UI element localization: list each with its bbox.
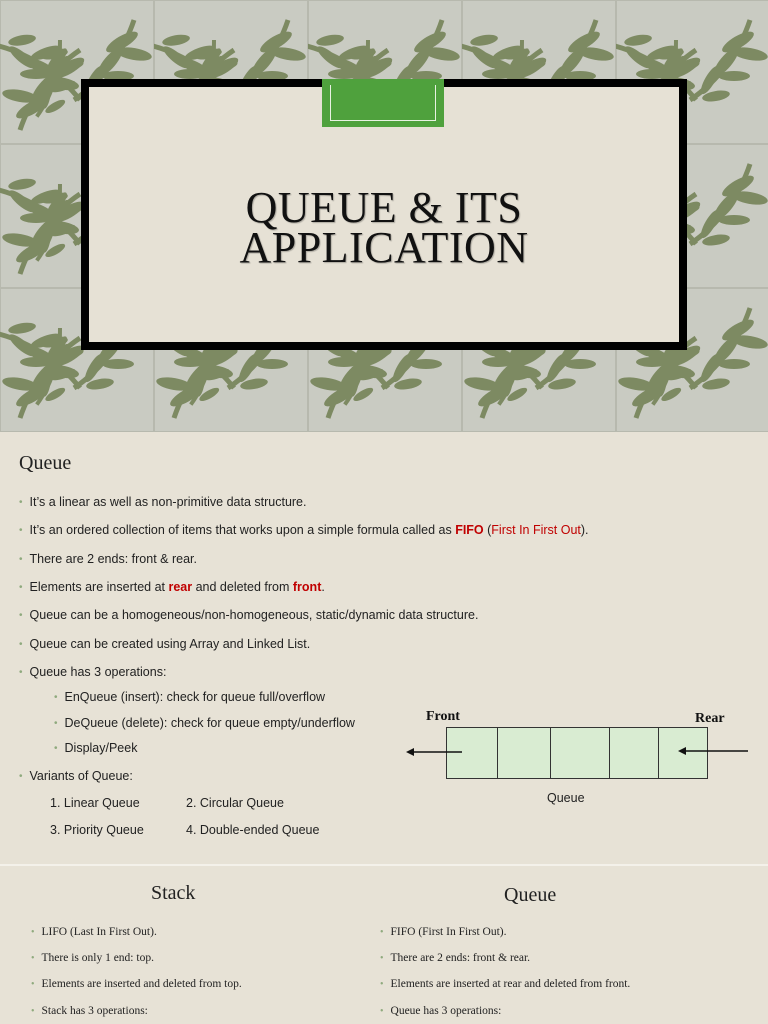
highlight-front: front xyxy=(292,580,322,594)
queue-item: • Elements are inserted at rear and deleted from front. xyxy=(380,978,631,990)
sub-bullet-item: • Display/Peek xyxy=(54,741,138,755)
bullet-icon: • xyxy=(19,554,23,565)
bullet-item: • Queue can be created using Array and Linked List. xyxy=(19,637,311,651)
bullet-item: • It’s a linear as well as non-primitive data structure. xyxy=(19,495,307,509)
front-label: Front xyxy=(426,709,460,724)
queue-item: • There are 2 ends: front & rear. xyxy=(380,952,531,964)
bullet-item: • Queue has 3 operations: xyxy=(19,665,167,679)
bullet-item: • It’s an ordered collection of items that works upon a simple formula called as FIFO (First In First Out). xyxy=(19,523,589,537)
bullet-icon: • xyxy=(19,667,23,678)
sub-bullet-item: • DeQueue (delete): check for queue empty/underflow xyxy=(54,716,355,730)
dequeue-arrow-icon xyxy=(406,748,462,756)
variant-priority: 3. Priority Queue xyxy=(50,823,144,837)
stack-item: • There is only 1 end: top. xyxy=(31,952,154,964)
variant-linear: 1. Linear Queue xyxy=(50,796,140,810)
bullet-icon: • xyxy=(54,743,58,754)
bullet-icon: • xyxy=(19,525,23,536)
stack-item: • Stack has 3 operations: xyxy=(31,1005,148,1017)
bullet-icon: • xyxy=(54,718,58,729)
stack-column-title: Stack xyxy=(151,882,196,904)
diagram-arrows xyxy=(400,742,768,762)
bullet-icon: • xyxy=(380,1006,384,1017)
slide-title-line1: QUEUE & ITS xyxy=(245,183,523,232)
variant-deque: 4. Double-ended Queue xyxy=(186,823,320,837)
sub-bullet-item: • EnQueue (insert): check for queue full/overflow xyxy=(54,690,326,704)
bullet-icon: • xyxy=(380,927,384,938)
queue-item: • FIFO (First In First Out). xyxy=(380,926,507,938)
slide-heading: Queue xyxy=(19,452,72,474)
bullet-item: • Queue can be a homogeneous/non-homogeneous, static/dynamic data structure. xyxy=(19,608,479,622)
rear-label: Rear xyxy=(695,711,725,726)
bullet-icon: • xyxy=(31,927,35,938)
title-slide xyxy=(0,0,768,432)
bullet-icon: • xyxy=(19,582,23,593)
green-accent-tab xyxy=(322,79,444,127)
highlight-fifo-expansion: First In First Out xyxy=(491,523,581,537)
slide-title-line2: APPLICATION xyxy=(239,223,529,272)
bullet-item: • Elements are inserted at rear and deleted from front. xyxy=(19,580,325,594)
queue-slide xyxy=(0,432,768,864)
highlight-rear: rear xyxy=(168,580,193,594)
bullet-icon: • xyxy=(380,979,384,990)
bullet-icon: • xyxy=(19,497,23,508)
variant-circular: 2. Circular Queue xyxy=(186,796,284,810)
bullet-icon: • xyxy=(31,953,35,964)
bullet-icon: • xyxy=(380,953,384,964)
queue-item: • Queue has 3 operations: xyxy=(380,1005,502,1017)
bullet-item: • There are 2 ends: front & rear. xyxy=(19,552,197,566)
enqueue-arrow-icon xyxy=(678,747,748,755)
stack-item: • LIFO (Last In First Out). xyxy=(31,926,157,938)
queue-column-title: Queue xyxy=(504,884,557,906)
bullet-icon: • xyxy=(31,979,35,990)
bullet-icon: • xyxy=(19,639,23,650)
bullet-icon: • xyxy=(54,692,58,703)
bullet-item: • Variants of Queue: xyxy=(19,769,133,783)
queue-caption: Queue xyxy=(547,791,585,805)
bullet-icon: • xyxy=(31,1006,35,1017)
bullet-icon: • xyxy=(19,771,23,782)
stack-vs-queue-slide xyxy=(0,866,768,1024)
bullet-icon: • xyxy=(19,610,23,621)
highlight-fifo: FIFO xyxy=(455,523,484,537)
stack-item: • Elements are inserted and deleted from top. xyxy=(31,978,242,990)
